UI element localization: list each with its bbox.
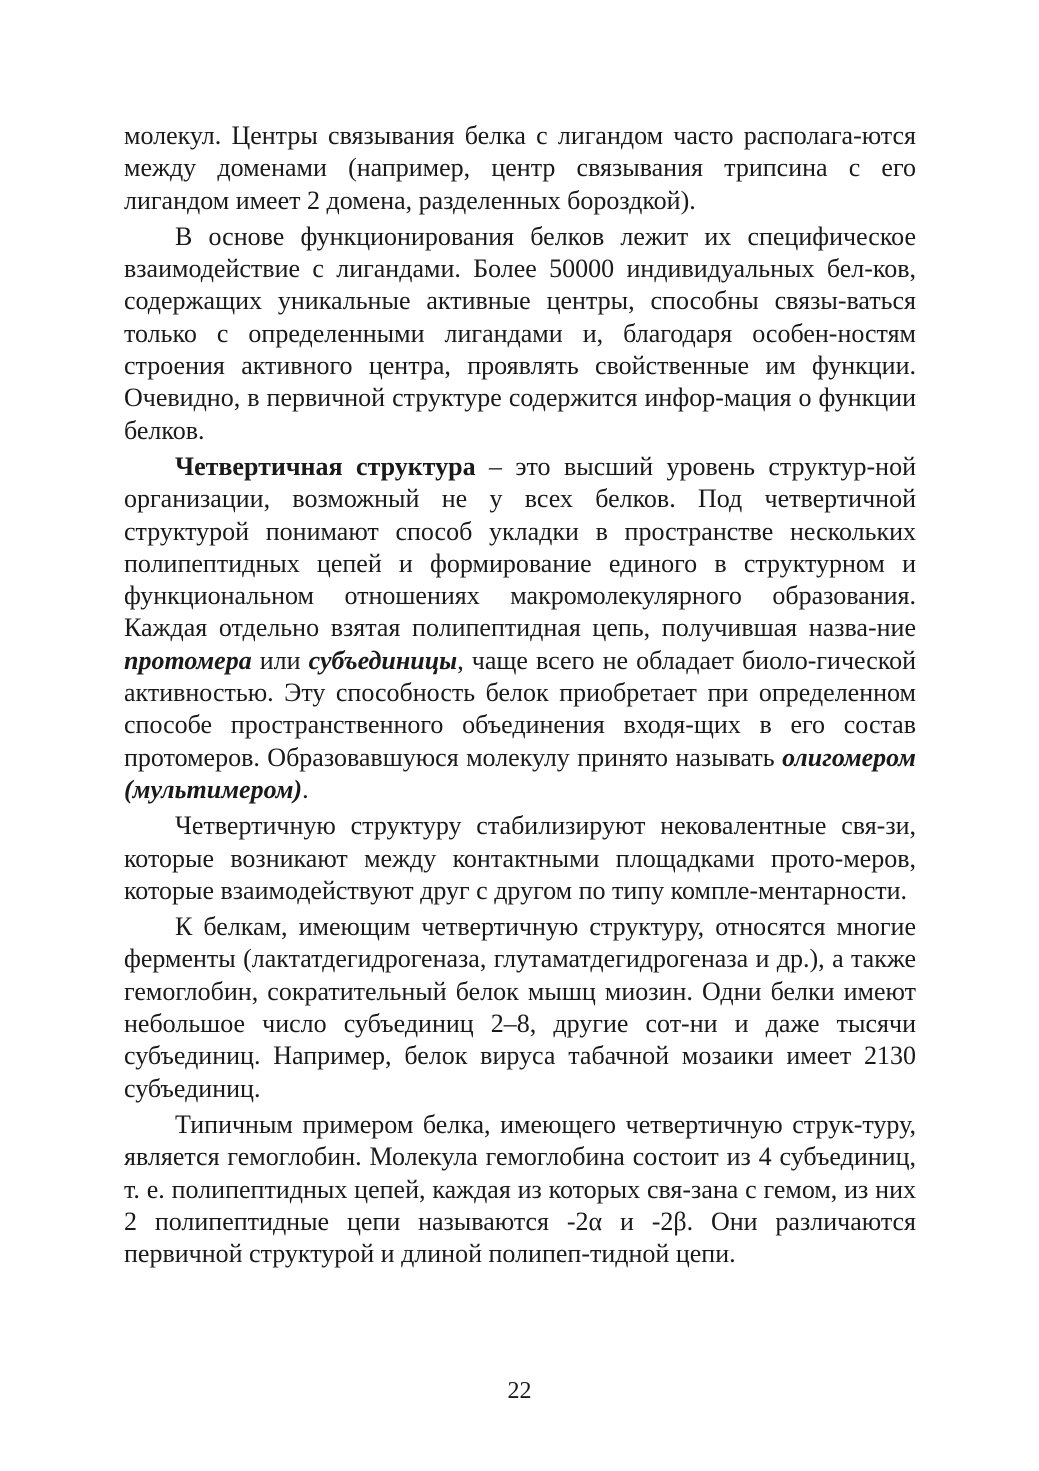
paragraph-2: В основе функционирования белков лежит их специфическое взаимодействие с лигандами. Более 50000 индивидуальных бел-ков, содержащих уникальные активные центры, способны связы-ваться только с определенными лигандами и, благодаря особен-ностям строения активного центра, проявлять свойственные им функции. Очевидно, в первичной структуре содержится инфор-мация о функции белков. bbox=[124, 221, 916, 445]
term-oligomer: олигомером (мультимером) bbox=[124, 742, 916, 804]
term-subunit: субъединицы bbox=[308, 645, 458, 675]
term-protomer: протомера bbox=[124, 645, 252, 675]
paragraph-4: Четвертичную структуру стабилизируют нековалентные свя-зи, которые возникают между контактными площадками прото-меров, которые взаимодействуют друг с другом по типу компле-ментарности. bbox=[124, 811, 916, 905]
paragraph-3-text-2: или bbox=[251, 645, 309, 675]
paragraph-6: Типичным примером белка, имеющего четвертичную струк-туру, является гемоглобин. Молекула гемоглобина состоит из 4 субъединиц, т. е. полипептидных цепей, каждая из которых свя-зана с гемом, из них 2 полипептидные цепи называются -2α и -2β. Они различаются первичной структурой и длиной полипеп-тидной цепи. bbox=[124, 1109, 916, 1269]
paragraph-1: молекул. Центры связывания белка с лигандом часто располага-ются между доменами (например, центр связывания трипсина с его лигандом имеет 2 домена, разделенных бороздкой). bbox=[124, 121, 916, 215]
term-quaternary-structure: Четвертичная структура bbox=[175, 451, 476, 481]
page-body bbox=[124, 120, 916, 1274]
paragraph-3-text-4: . bbox=[302, 774, 309, 804]
paragraph-3 bbox=[124, 451, 916, 806]
paragraph-3-text-3: , чаще всего не обладает биоло-гической активностью. Эту способность белок приобретает при определенном способе пространственного объединения входя-щих в его состав протомеров. Образовавшуюся молекулу принято называть bbox=[124, 645, 916, 772]
paragraph-5: К белкам, имеющим четвертичную структуру, относятся многие ферменты (лактатдегидрогеназа, глутаматдегидрогеназа и др.), а также гемоглобин, сократительный белок мышц миозин. Одни белки имеют небольшое число субъединиц 2–8, другие сот-ни и даже тысячи субъединиц. Например, белок вируса табачной мозаики имеет 2130 субъединиц. bbox=[124, 912, 916, 1103]
page-number: 22 bbox=[507, 1378, 532, 1404]
paragraph-3-text-1: – это высший уровень структур-ной организации, возможный не у всех белков. Под четвертичной структурой понимают способ укладки в пространстве нескольких полипептидных цепей и формирование единого в структурном и функциональном отношениях макромолекулярного образования. Каждая отдельно взятая полипептидная цепь, получившая назва-ние bbox=[124, 451, 917, 643]
